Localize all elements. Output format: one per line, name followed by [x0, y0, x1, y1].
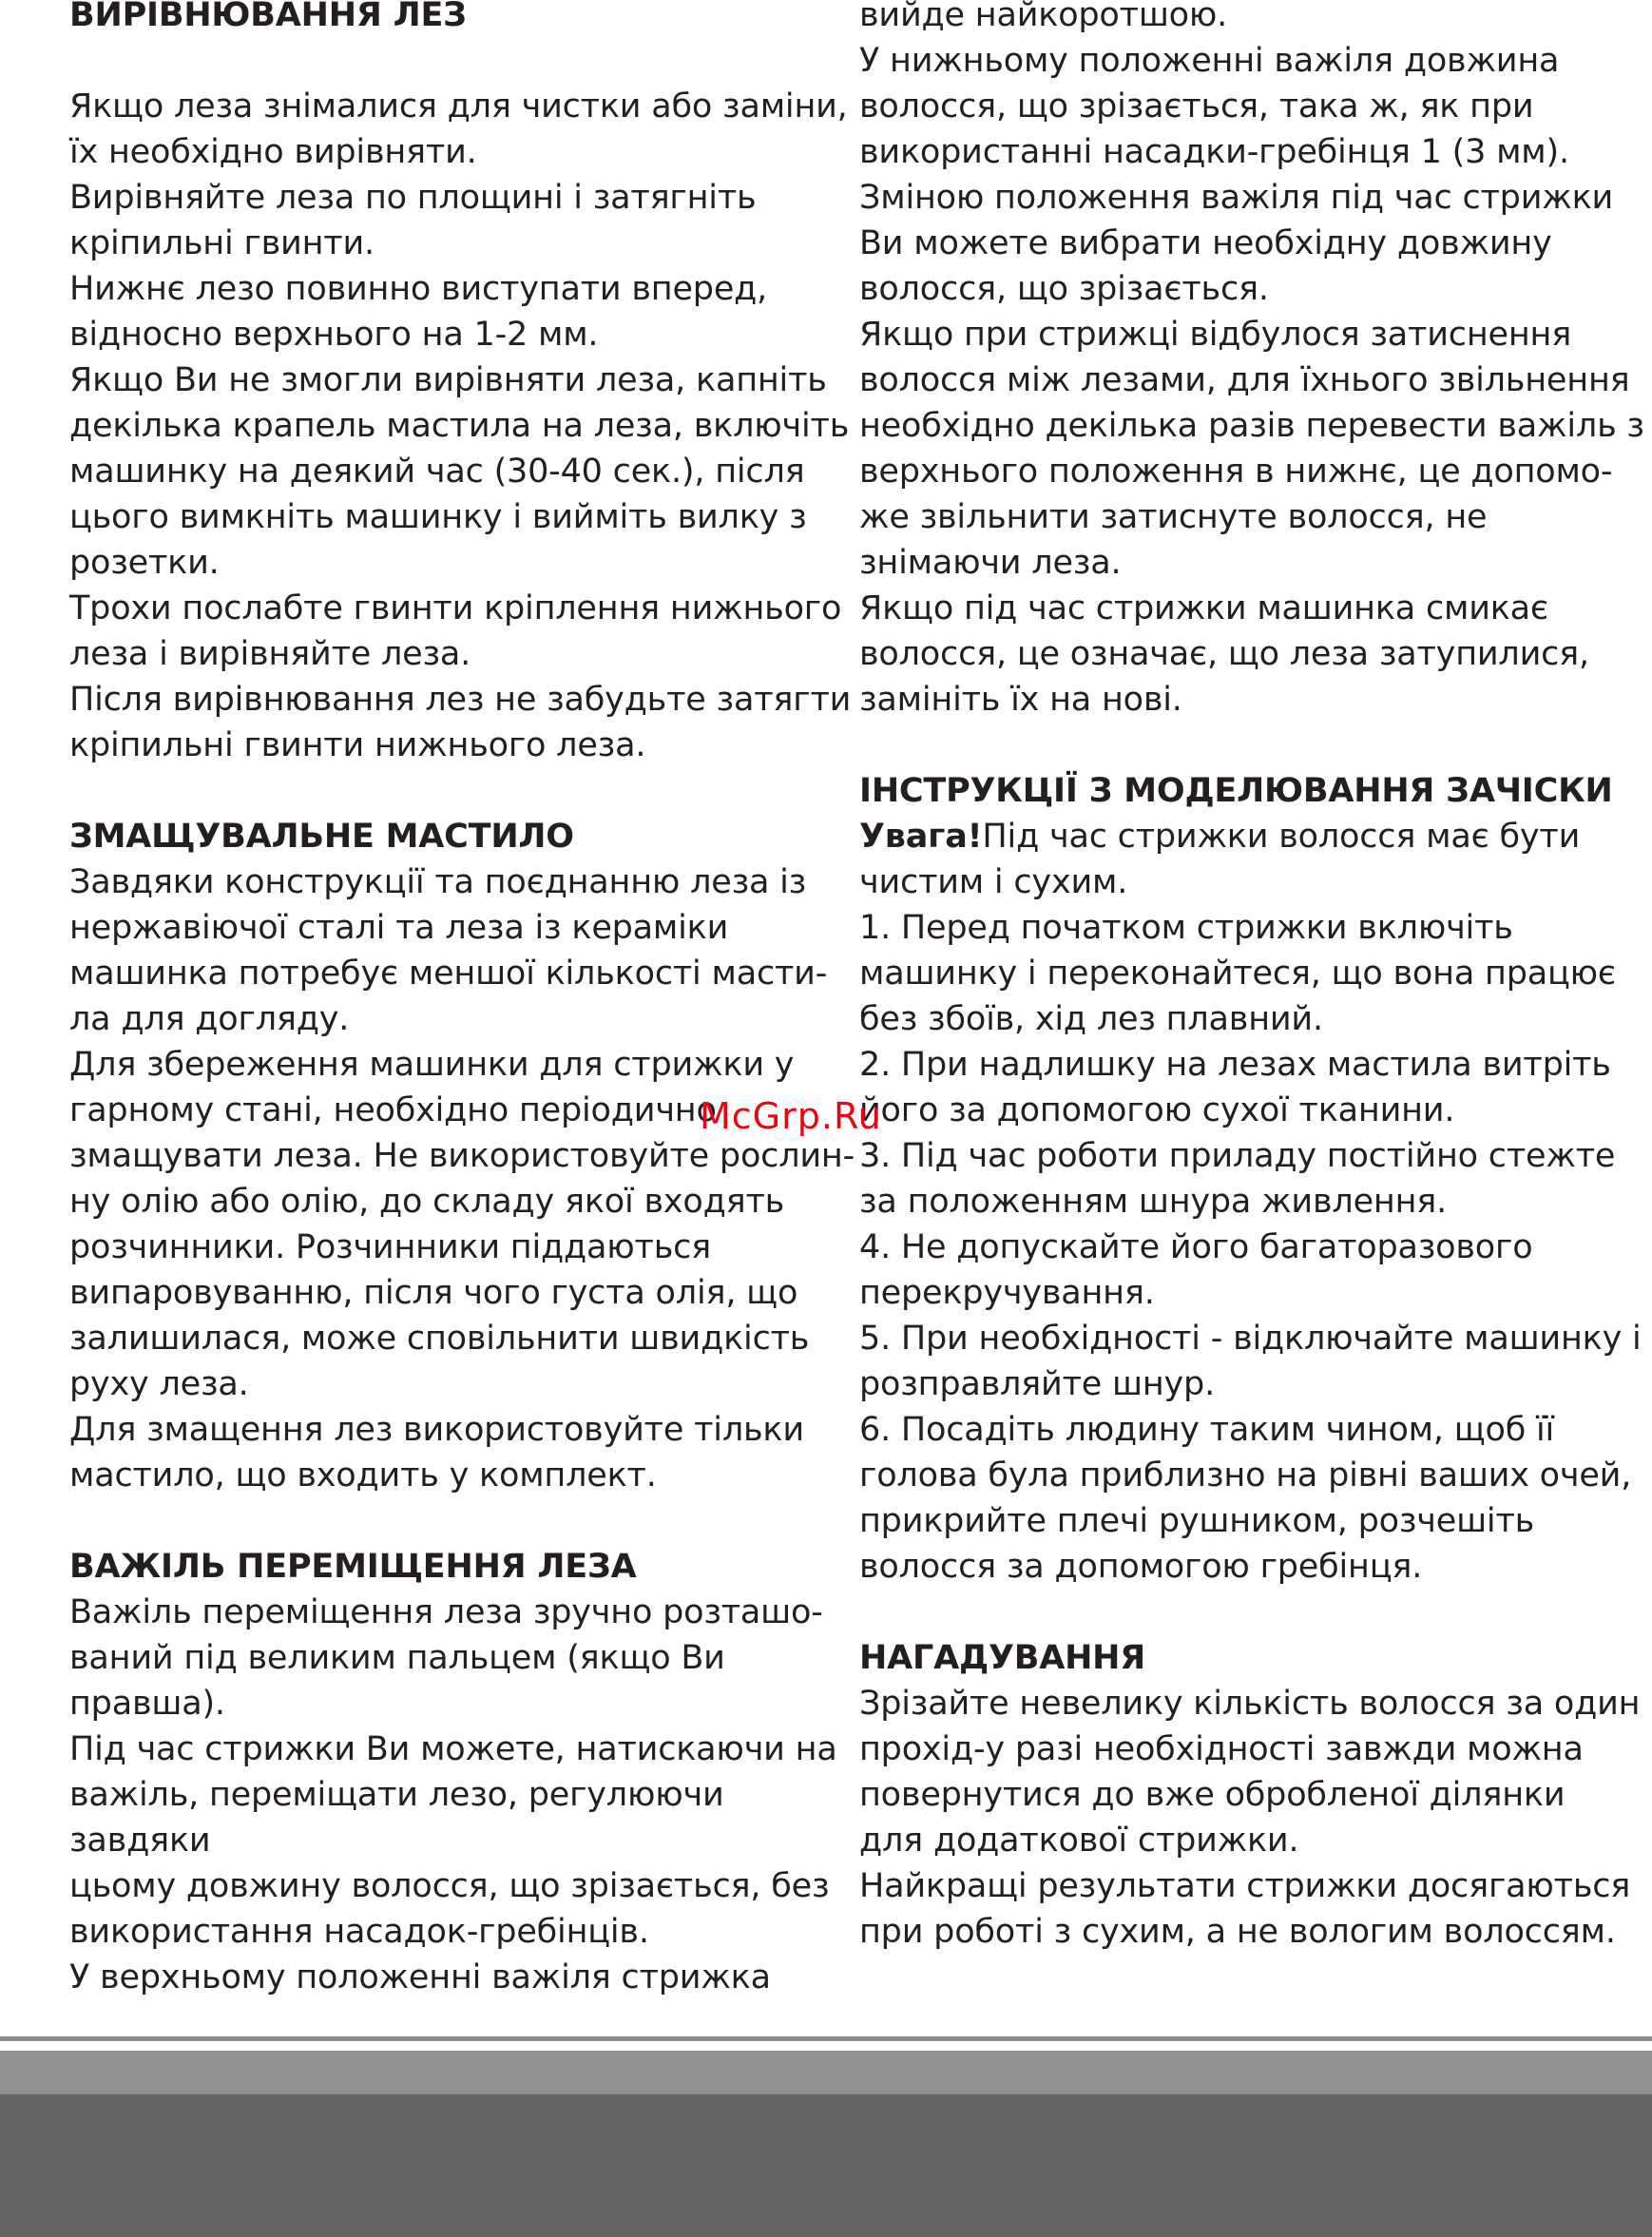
lubricant-line: Завдяки конструкції та поєднанню леза із	[69, 863, 807, 901]
lubricant-body	[69, 859, 855, 1498]
blade-lever-line: правша).	[69, 1685, 225, 1723]
reminder-body	[859, 1681, 1641, 1955]
heading-blade-alignment: ВИРІВНЮВАННЯ ЛЕЗ	[69, 0, 467, 34]
blade-alignment-line: леза і вирівняйте леза.	[69, 635, 471, 673]
blade-lever-body	[69, 1590, 837, 2000]
reminder-line: повернутися до вже обробленої ділянки	[859, 1776, 1566, 1814]
warning-label: Увага!	[859, 818, 983, 856]
blade-alignment-line: цього вимкніть машинку і вийміть вилку з	[69, 498, 807, 536]
blade-lever-line: цьому довжину волосся, що зрізається, без	[69, 1867, 830, 1905]
blade-alignment-line: декілька крапель мастила на леза, включіть	[69, 407, 850, 445]
blade-alignment-line: їх необхідно вирівняти.	[69, 133, 477, 171]
reminder-line: для додаткової стрижки.	[859, 1822, 1299, 1860]
blade-alignment-line: розетки.	[69, 544, 220, 582]
blade-lever-continued-line: використанні насадки-гребінця 1 (3 мм).	[859, 133, 1569, 171]
lubricant-line: машинка потребує меншої кількості масти-	[69, 955, 828, 993]
blade-lever-line: ваний під великим пальцем (якщо Ви	[69, 1639, 725, 1677]
blade-lever-continued-body	[859, 0, 1644, 723]
warning-line	[859, 814, 1610, 859]
lubricant-line: залишилася, може сповільнити швидкість	[69, 1320, 810, 1358]
lubricant-line: нержавіючої сталі та леза із кераміки	[69, 909, 729, 947]
heading-lubricant: ЗМАЩУВАЛЬНЕ МАСТИЛО	[69, 818, 574, 856]
blade-alignment-line: машинку на деякий час (30-40 сек.), після	[69, 453, 805, 491]
blade-lever-continued-line: Якщо при стрижці відбулося затиснення	[859, 316, 1572, 354]
styling-instructions-line: 3. Під час роботи приладу постійно стежте	[859, 1137, 1616, 1175]
blade-alignment-line: Вирівняйте леза по площині і затягніть	[69, 179, 757, 217]
styling-instructions-line: чистим і сухим.	[859, 863, 1128, 901]
blade-lever-continued-line: Якщо під час стрижки машинка смикає	[859, 589, 1548, 627]
reminder-line: Зрізайте невелику кількість волосся за один	[859, 1685, 1641, 1723]
blade-alignment-line: Трохи послабте гвинти кріплення нижнього	[69, 589, 842, 627]
blade-lever-continued-line: волосся, що зрізається.	[859, 270, 1269, 308]
lubricant-line: випаровуванню, після чого густа олія, що	[69, 1274, 798, 1312]
reminder-line: Найкращі результати стрижки досягаються	[859, 1867, 1631, 1905]
lubricant-line: змащувати леза. Не використовуйте рослин-	[69, 1137, 855, 1175]
styling-instructions-line: голова була приблизно на рівні ваших очей,	[859, 1456, 1632, 1495]
blade-alignment-line: кріпильні гвинти.	[69, 224, 375, 262]
lubricant-line: розчинники. Розчинники піддаються	[69, 1228, 712, 1266]
styling-instructions-line: перекручування.	[859, 1274, 1155, 1312]
blade-lever-continued-line: волосся, що зрізається, така ж, як при	[859, 87, 1534, 125]
blade-alignment-line: Після вирівнювання лез не забудьте затягти	[69, 681, 852, 719]
warning-text: Під час стрижки волосся має бути	[982, 818, 1581, 856]
styling-instructions-line: прикрийте плечі рушником, розчешіть	[859, 1502, 1535, 1540]
blade-lever-line: У верхньому положенні важіля стрижка	[69, 1958, 771, 1996]
blade-lever-continued-line: необхідно декілька разів перевести важіль з	[859, 407, 1644, 445]
blade-alignment-line: кріпильні гвинти нижнього леза.	[69, 726, 646, 764]
heading-styling-instructions: ІНСТРУКЦІЇ З МОДЕЛЮВАННЯ ЗАЧІСКИ	[859, 772, 1613, 810]
blade-lever-line: завдяки	[69, 1822, 211, 1860]
footer-rule	[0, 2036, 1652, 2041]
styling-instructions-line: 1. Перед початком стрижки включіть	[859, 909, 1513, 947]
blade-lever-continued-line: волосся, це означає, що леза затупилися,	[859, 635, 1589, 673]
blade-lever-continued-line: вийде найкоротшою.	[859, 0, 1228, 34]
styling-instructions-line: 2. При надлишку на лезах мастила витріть	[859, 1046, 1611, 1084]
lubricant-line: ну олію або олію, до складу якої входять	[69, 1183, 785, 1221]
blade-lever-line: використання насадок-гребінців.	[69, 1913, 649, 1951]
styling-instructions-body	[859, 859, 1642, 1590]
blade-lever-line: важіль, переміщати лезо, регулюючи	[69, 1776, 724, 1814]
watermark-text: McGrp.Ru	[700, 1095, 882, 1137]
styling-instructions-line: 5. При необхідності - відключайте машинку і	[859, 1320, 1642, 1358]
reminder-line: прохід-у разі необхідності завжди можна	[859, 1730, 1584, 1768]
blade-lever-continued-line: знімаючи леза.	[859, 544, 1122, 582]
styling-instructions-line: за положенням шнура живлення.	[859, 1183, 1448, 1221]
styling-instructions-line: машинку і переконайтеся, що вона працює	[859, 955, 1616, 993]
blade-alignment-line: Якщо Ви не змогли вирівняти леза, капніть	[69, 361, 827, 399]
blade-lever-continued-line: волосся між лезами, для їхнього звільнення	[859, 361, 1630, 399]
footer-band-dark	[0, 2094, 1652, 2237]
styling-instructions-line: без збоїв, хід лез плавний.	[859, 1000, 1323, 1038]
styling-instructions-line: волосся за допомогою гребінця.	[859, 1548, 1423, 1586]
blade-alignment-body	[69, 84, 852, 768]
styling-instructions-line: 6. Посадіть людину таким чином, щоб її	[859, 1411, 1555, 1449]
left-column	[69, 0, 855, 2000]
reminder-line: при роботі з сухим, а не вологим волоссям.	[859, 1913, 1616, 1951]
heading-reminder: НАГАДУВАННЯ	[859, 1639, 1146, 1677]
heading-blade-lever: ВАЖІЛЬ ПЕРЕМІЩЕННЯ ЛЕЗА	[69, 1548, 637, 1586]
lubricant-line: Для змащення лез використовуйте тільки	[69, 1411, 804, 1449]
lubricant-line: руху леза.	[69, 1365, 249, 1403]
blade-lever-continued-line: же звільнити затиснуте волосся, не	[859, 498, 1488, 536]
styling-instructions-line: 4. Не допускайте його багаторазового	[859, 1228, 1533, 1266]
blade-lever-continued-line: Ви можете вибрати необхідну довжину	[859, 224, 1552, 262]
lubricant-line: гарному стані, необхідно періодично	[69, 1091, 717, 1129]
blade-alignment-line: Нижнє лезо повинно виступати вперед,	[69, 270, 768, 308]
blade-alignment-line: відносно верхнього на 1-2 мм.	[69, 316, 599, 354]
blade-lever-continued-line: У нижньому положенні важіля довжина	[859, 42, 1560, 80]
lubricant-line: ла для догляду.	[69, 1000, 350, 1038]
footer-band-light	[0, 2051, 1652, 2094]
blade-lever-continued-line: замініть їх на нові.	[859, 681, 1182, 719]
lubricant-line: мастило, що входить у комплект.	[69, 1456, 657, 1495]
blade-lever-continued-line: верхнього положення в нижнє, це допомо-	[859, 453, 1613, 491]
styling-instructions-line: розправляйте шнур.	[859, 1365, 1216, 1403]
blade-lever-continued-line: Зміною положення важіля під час стрижки	[859, 179, 1614, 217]
right-column	[859, 0, 1644, 1955]
blade-lever-line: Важіль переміщення леза зручно розташо-	[69, 1593, 823, 1631]
blade-lever-line: Під час стрижки Ви можете, натискаючи на	[69, 1730, 837, 1768]
blade-alignment-line: Якщо леза знімалися для чистки або заміни,	[69, 87, 848, 125]
lubricant-line: Для збереження машинки для стрижки у	[69, 1046, 795, 1084]
styling-instructions-line: його за допомогою сухої тканини.	[859, 1091, 1455, 1129]
